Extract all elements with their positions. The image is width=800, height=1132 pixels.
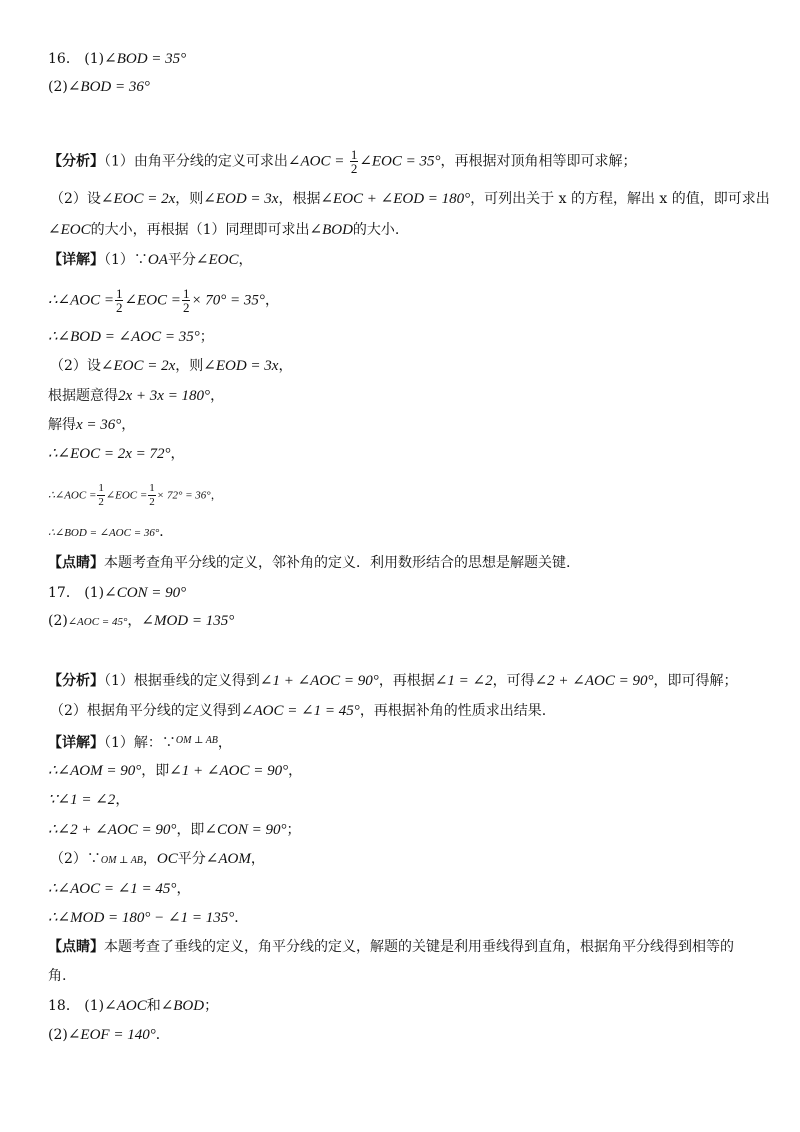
comment-tag: 【点睛】 [48, 939, 104, 955]
q16-detail-8 [48, 482, 222, 509]
answer-expression: ∠BOD = 35° [104, 51, 187, 67]
q16-detail-2 [48, 287, 279, 314]
answer-expression: ∠CON = 90° [104, 585, 187, 601]
text: ， [288, 763, 303, 779]
math: ∠1 = ∠2 [434, 673, 493, 689]
math: × 70° = 35° [191, 292, 265, 309]
analysis-tag: 【分析】 [48, 153, 104, 170]
fraction [115, 287, 124, 314]
text: ，则 [175, 191, 204, 207]
math: ∠AOC = ∠1 = 45° [240, 703, 360, 719]
q16-detail-6 [48, 415, 135, 435]
q17-detail-4 [48, 820, 300, 840]
math: ∠EOC + ∠EOD = 180° [320, 191, 471, 207]
answer-expression: ∠EOF = 140° [67, 1027, 156, 1043]
math: ∠CON = 90° [204, 822, 287, 838]
math: ∴∠AOM = 90° [48, 763, 142, 779]
detail-tag: 【详解】 [48, 252, 104, 268]
text: 平分 [177, 851, 206, 867]
q17-analysis-1 [48, 671, 737, 691]
math: ∴∠EOC = 2x = 72° [48, 446, 171, 462]
q16-comment [48, 553, 570, 573]
fraction-denominator: 2 [350, 161, 358, 176]
text: （2）设 [50, 358, 101, 374]
part-label: (2) [48, 1027, 68, 1043]
math: ∠EOC [195, 252, 239, 268]
q16-analysis-3 [48, 220, 399, 240]
text: ， [127, 613, 142, 629]
text: ， [170, 446, 185, 462]
text: ，再根据对顶角相等即可求解； [440, 153, 637, 170]
math: ∠EOD = 3x [203, 358, 279, 374]
text: （2）设 [50, 191, 101, 207]
text: 和 [146, 998, 161, 1014]
q17-comment-2 [48, 966, 66, 986]
text: ，即可得解； [653, 673, 738, 689]
analysis-tag: 【分析】 [48, 673, 104, 689]
fraction [148, 482, 156, 509]
q17-detail-5 [50, 849, 265, 871]
q17-detail-2 [48, 761, 302, 781]
q17-comment-1 [48, 937, 734, 957]
q18-answer-1 [48, 996, 218, 1016]
part-label: (2) [48, 613, 68, 629]
q16-detail-5 [48, 386, 224, 406]
q16-detail-3 [48, 327, 214, 347]
text: ． [234, 910, 249, 926]
q17-detail-3 [48, 790, 129, 810]
fraction-denominator: 2 [182, 300, 190, 315]
math: ∠AOM [205, 851, 251, 867]
q17-analysis-2 [50, 701, 546, 721]
text: ； [204, 998, 219, 1014]
text: ， [176, 881, 191, 897]
q16-detail-4 [50, 356, 292, 376]
math: ∴∠MOD = 180° − ∠1 = 135° [48, 910, 235, 926]
q17-answer-1 [48, 583, 186, 603]
math: OC [156, 851, 178, 867]
text: （2）∵ [50, 851, 101, 867]
math: ∠1 + ∠AOC = 90° [259, 673, 379, 689]
fraction-numerator: 1 [98, 482, 104, 494]
answer-expression: ∠BOD = 36° [67, 79, 150, 95]
text: ，则 [175, 358, 204, 374]
math: ∴∠AOC = ∠1 = 45° [48, 881, 177, 897]
text: 平分 [167, 252, 196, 268]
q18-answer-2 [48, 1025, 170, 1045]
math: OM ⊥ AB [100, 855, 143, 866]
text: ． [159, 524, 174, 540]
q17-answer-2 [48, 611, 234, 632]
math: × 72° = 36° [156, 489, 211, 502]
text: 角. [48, 968, 67, 984]
part-label: (1) [84, 585, 105, 601]
fraction [97, 482, 105, 509]
text: ， [278, 358, 293, 374]
text: ， [210, 388, 225, 404]
q16-answer-1 [48, 49, 186, 69]
question-number: 16． [48, 51, 80, 67]
text: ，再根据补角的性质求出结果. [359, 703, 547, 719]
text: ，再根据 [378, 673, 435, 689]
text: （1）由角平分线的定义可求出 [104, 153, 288, 170]
q16-analysis-1 [48, 148, 637, 175]
q17-detail-7 [48, 908, 248, 928]
text: ， [121, 417, 136, 433]
text: （1）根据垂线的定义得到 [104, 673, 260, 689]
q16-detail-1 [48, 250, 253, 270]
math: ∠1 + ∠AOC = 90° [169, 763, 289, 779]
math: ∠EOC = 35° [359, 153, 441, 170]
math: ∠EOC = [105, 489, 148, 502]
math: ∠EOC [48, 222, 91, 238]
fraction [350, 148, 359, 175]
answer-expression: ∠BOD [160, 998, 205, 1014]
math: OA [147, 252, 168, 268]
math: OM ⊥ AB [175, 735, 218, 746]
text: ． [155, 1027, 170, 1043]
text: ， [142, 851, 157, 867]
fraction-denominator: 2 [98, 496, 104, 508]
math: ∠AOC = [287, 153, 345, 170]
text: ， [250, 851, 265, 867]
math: 2x + 3x = 180° [118, 388, 211, 404]
text: （1）解：∵ [104, 735, 176, 751]
q16-detail-9 [48, 522, 173, 543]
math: ∵∠1 = ∠2 [48, 792, 116, 808]
math: ∠EOC = [124, 292, 181, 309]
text: 的大小，再根据（1）同理即可求出 [90, 222, 310, 238]
fraction-numerator: 1 [115, 286, 123, 301]
math: x = 36° [76, 417, 122, 433]
text: 根据题意得 [48, 388, 118, 404]
math: ∴∠AOC = [48, 292, 114, 309]
math: ∠BOD [309, 222, 353, 238]
fraction-denominator: 2 [115, 300, 123, 315]
detail-tag: 【详解】 [48, 735, 104, 751]
text: ， [217, 735, 232, 751]
comment-tag: 【点睛】 [48, 555, 104, 571]
q16-detail-7 [48, 444, 185, 464]
text: ， [115, 792, 130, 808]
q16-answer-2 [48, 77, 150, 97]
part-label: (1) [84, 51, 105, 67]
math: ∴∠2 + ∠AOC = 90° [48, 822, 177, 838]
q17-detail-6 [48, 879, 190, 899]
answer-expression: ∠MOD = 135° [141, 613, 235, 629]
text: 的大小. [352, 222, 400, 238]
fraction-numerator: 1 [149, 482, 155, 494]
text: ，可得 [492, 673, 535, 689]
text: ； [286, 822, 301, 838]
text: （1）∵ [104, 252, 148, 268]
math: ∴∠AOC = [48, 489, 97, 502]
answer-expression: ∠AOC = 45° [67, 616, 128, 628]
fraction [182, 287, 191, 314]
math: ∴∠BOD = ∠AOC = 35° [48, 329, 200, 345]
math: ∠EOC = 2x [100, 191, 176, 207]
text: ，即 [176, 822, 205, 838]
q16-analysis-2 [50, 189, 770, 209]
text: ， [264, 292, 279, 309]
text: ，可列出关于 x 的方程，解出 x 的值，即可求出 [470, 191, 770, 207]
math: ∠2 + ∠AOC = 90° [534, 673, 654, 689]
math: ∠EOD = 3x [203, 191, 279, 207]
text: ， [210, 488, 222, 502]
part-label: (1) [84, 998, 105, 1014]
text: ； [199, 329, 214, 345]
text: ， [238, 252, 253, 268]
fraction-numerator: 1 [182, 286, 190, 301]
math: ∠EOC = 2x [100, 358, 176, 374]
fraction-numerator: 1 [350, 147, 358, 162]
text: 解得 [48, 417, 76, 433]
fraction-denominator: 2 [149, 496, 155, 508]
text: ，即 [141, 763, 170, 779]
text: （2）根据角平分线的定义得到 [50, 703, 241, 719]
part-label: (2) [48, 79, 68, 95]
answer-expression: ∠AOC [104, 998, 147, 1014]
text: 本题考查了垂线的定义，角平分线的定义，解题的关键是利用垂线得到直角，根据角平分线得到相等的 [104, 939, 734, 955]
math: ∴∠BOD = ∠AOC = 36° [48, 527, 160, 539]
question-number: 17． [48, 585, 80, 601]
q17-detail-1 [48, 731, 232, 753]
text: ，根据 [278, 191, 321, 207]
question-number: 18． [48, 998, 80, 1014]
text: 本题考查角平分线的定义，邻补角的定义．利用数形结合的思想是解题关键. [104, 555, 571, 571]
